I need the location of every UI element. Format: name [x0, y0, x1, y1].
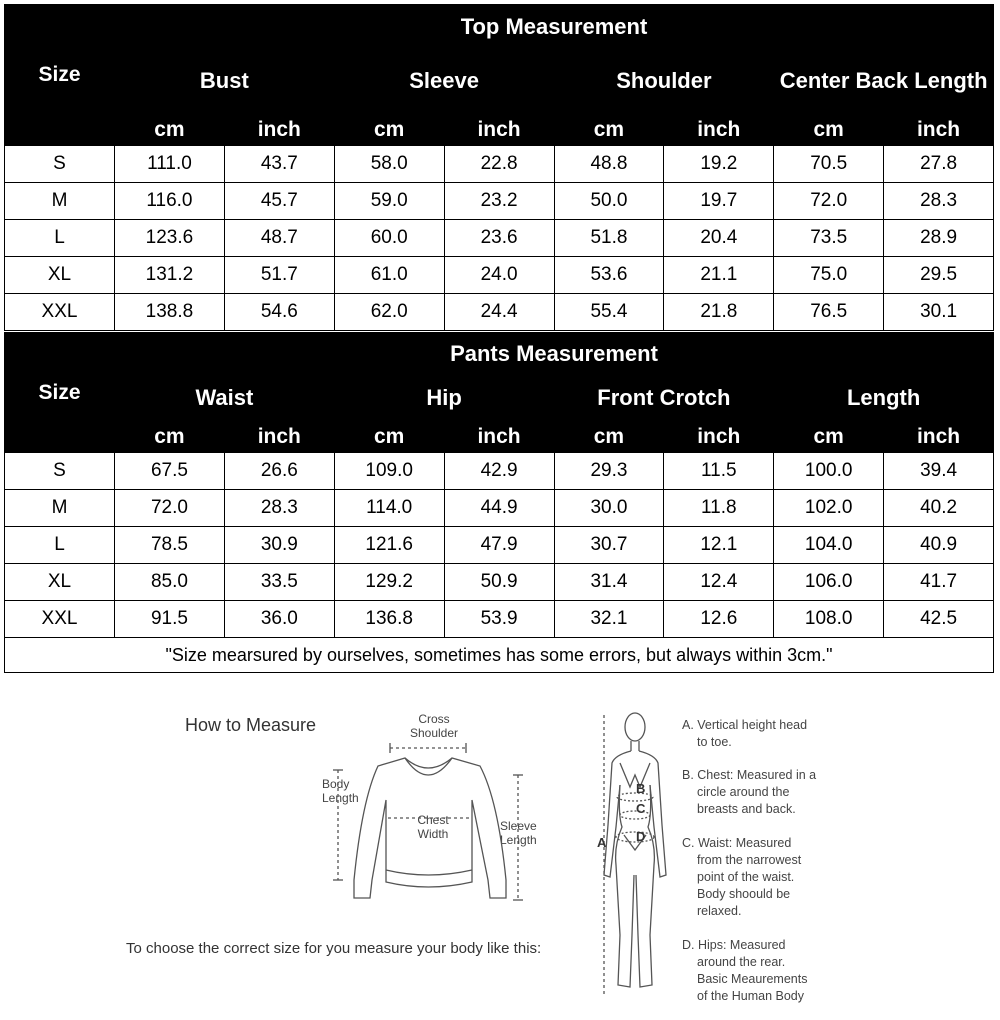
value-cell: 28.3 — [224, 490, 334, 527]
value-cell: 106.0 — [774, 564, 884, 601]
top-measurement-table — [4, 4, 994, 331]
table-row — [5, 601, 994, 638]
sleeve-length-label: Sleeve Length — [500, 819, 537, 847]
unit-header: inch — [664, 421, 774, 453]
value-cell: 91.5 — [115, 601, 225, 638]
value-cell: 33.5 — [224, 564, 334, 601]
value-cell: 40.9 — [884, 527, 994, 564]
size-cell: L — [5, 220, 115, 257]
unit-header: cm — [774, 421, 884, 453]
value-cell: 75.0 — [774, 257, 884, 294]
value-cell: 55.4 — [554, 294, 664, 331]
value-cell: 136.8 — [334, 601, 444, 638]
body-length-label: Body Length — [322, 777, 359, 805]
value-cell: 40.2 — [884, 490, 994, 527]
value-cell: 19.2 — [664, 146, 774, 183]
group-header: Sleeve — [334, 49, 554, 114]
value-cell: 42.5 — [884, 601, 994, 638]
value-cell: 44.9 — [444, 490, 554, 527]
value-cell: 138.8 — [115, 294, 225, 331]
table-row — [5, 453, 994, 490]
value-cell: 29.5 — [884, 257, 994, 294]
value-cell: 30.0 — [554, 490, 664, 527]
size-cell: M — [5, 490, 115, 527]
value-cell: 26.6 — [224, 453, 334, 490]
unit-header: inch — [224, 114, 334, 146]
group-header: Length — [774, 375, 994, 421]
body-note-b: B. Chest: Measured in a circle around the breasts and back. — [682, 768, 817, 816]
value-cell: 121.6 — [334, 527, 444, 564]
unit-header: inch — [444, 114, 554, 146]
body-note-c: C. Waist: Measured from the narrowest point of the waist. Body shoould be relaxed. — [682, 836, 802, 918]
group-header: Waist — [115, 375, 335, 421]
value-cell: 39.4 — [884, 453, 994, 490]
value-cell: 21.8 — [664, 294, 774, 331]
value-cell: 28.3 — [884, 183, 994, 220]
value-cell: 36.0 — [224, 601, 334, 638]
size-column-header: Size — [5, 333, 115, 453]
table-row — [5, 564, 994, 601]
value-cell: 19.7 — [664, 183, 774, 220]
human-body-figure — [590, 705, 680, 1005]
marker-c: C — [636, 801, 646, 816]
value-cell: 27.8 — [884, 146, 994, 183]
value-cell: 60.0 — [334, 220, 444, 257]
cross-shoulder-label: Cross Shoulder — [409, 712, 459, 740]
unit-header: cm — [334, 114, 444, 146]
value-cell: 50.9 — [444, 564, 554, 601]
body-note-a: A. Vertical height head to toe. — [682, 718, 808, 749]
value-cell: 51.8 — [554, 220, 664, 257]
unit-header: cm — [115, 421, 225, 453]
value-cell: 45.7 — [224, 183, 334, 220]
value-cell: 129.2 — [334, 564, 444, 601]
value-cell: 28.9 — [884, 220, 994, 257]
value-cell: 62.0 — [334, 294, 444, 331]
value-cell: 53.9 — [444, 601, 554, 638]
unit-header: cm — [554, 114, 664, 146]
value-cell: 24.0 — [444, 257, 554, 294]
value-cell: 54.6 — [224, 294, 334, 331]
value-cell: 48.8 — [554, 146, 664, 183]
unit-header: cm — [334, 421, 444, 453]
group-header: Hip — [334, 375, 554, 421]
group-header: Center Back Length — [774, 49, 994, 114]
group-header: Shoulder — [554, 49, 774, 114]
marker-b: B — [636, 781, 646, 796]
value-cell: 78.5 — [115, 527, 225, 564]
value-cell: 22.8 — [444, 146, 554, 183]
table-row — [5, 257, 994, 294]
top-measurement-title: Top Measurement — [115, 5, 994, 49]
value-cell: 30.7 — [554, 527, 664, 564]
value-cell: 11.8 — [664, 490, 774, 527]
group-header: Bust — [115, 49, 335, 114]
unit-header: inch — [884, 114, 994, 146]
value-cell: 29.3 — [554, 453, 664, 490]
unit-header: inch — [664, 114, 774, 146]
value-cell: 30.9 — [224, 527, 334, 564]
value-cell: 53.6 — [554, 257, 664, 294]
marker-a: A — [597, 835, 607, 850]
value-cell: 41.7 — [884, 564, 994, 601]
size-column-header: Size — [5, 5, 115, 146]
value-cell: 67.5 — [115, 453, 225, 490]
value-cell: 59.0 — [334, 183, 444, 220]
value-cell: 73.5 — [774, 220, 884, 257]
value-cell: 114.0 — [334, 490, 444, 527]
value-cell: 131.2 — [115, 257, 225, 294]
value-cell: 72.0 — [774, 183, 884, 220]
unit-header: cm — [774, 114, 884, 146]
value-cell: 111.0 — [115, 146, 225, 183]
group-header: Front Crotch — [554, 375, 774, 421]
value-cell: 76.5 — [774, 294, 884, 331]
value-cell: 12.6 — [664, 601, 774, 638]
table-row — [5, 146, 994, 183]
value-cell: 21.1 — [664, 257, 774, 294]
sweater-diagram — [320, 730, 540, 910]
value-cell: 85.0 — [115, 564, 225, 601]
value-cell: 70.5 — [774, 146, 884, 183]
value-cell: 12.1 — [664, 527, 774, 564]
unit-header: inch — [444, 421, 554, 453]
table-row — [5, 183, 994, 220]
value-cell: 50.0 — [554, 183, 664, 220]
value-cell: 109.0 — [334, 453, 444, 490]
value-cell: 51.7 — [224, 257, 334, 294]
value-cell: 11.5 — [664, 453, 774, 490]
marker-d: D — [636, 829, 646, 844]
value-cell: 108.0 — [774, 601, 884, 638]
unit-header: cm — [115, 114, 225, 146]
value-cell: 30.1 — [884, 294, 994, 331]
value-cell: 123.6 — [115, 220, 225, 257]
unit-header: inch — [224, 421, 334, 453]
size-cell: XXL — [5, 294, 115, 331]
table-row — [5, 294, 994, 331]
chest-width-label: Chest Width — [417, 813, 449, 841]
value-cell: 58.0 — [334, 146, 444, 183]
value-cell: 43.7 — [224, 146, 334, 183]
value-cell: 23.2 — [444, 183, 554, 220]
table-row — [5, 527, 994, 564]
value-cell: 42.9 — [444, 453, 554, 490]
table-row — [5, 220, 994, 257]
unit-header: cm — [554, 421, 664, 453]
value-cell: 23.6 — [444, 220, 554, 257]
value-cell: 12.4 — [664, 564, 774, 601]
body-note-d: D. Hips: Measured around the rear. Basic Meaurements of the Human Body — [682, 938, 808, 1003]
value-cell: 24.4 — [444, 294, 554, 331]
value-cell: 100.0 — [774, 453, 884, 490]
table-row — [5, 490, 994, 527]
value-cell: 61.0 — [334, 257, 444, 294]
value-cell: 31.4 — [554, 564, 664, 601]
value-cell: 116.0 — [115, 183, 225, 220]
measurement-note: "Size mearsured by ourselves, sometimes has some errors, but always within 3cm." — [5, 638, 994, 673]
value-cell: 72.0 — [115, 490, 225, 527]
size-cell: M — [5, 183, 115, 220]
how-to-measure-title: How to Measure — [185, 715, 317, 735]
value-cell: 47.9 — [444, 527, 554, 564]
value-cell: 102.0 — [774, 490, 884, 527]
unit-header: inch — [884, 421, 994, 453]
size-cell: XXL — [5, 601, 115, 638]
size-cell: S — [5, 453, 115, 490]
value-cell: 48.7 — [224, 220, 334, 257]
pants-measurement-table — [4, 332, 994, 673]
size-cell: L — [5, 527, 115, 564]
value-cell: 104.0 — [774, 527, 884, 564]
size-cell: S — [5, 146, 115, 183]
value-cell: 20.4 — [664, 220, 774, 257]
size-cell: XL — [5, 564, 115, 601]
size-cell: XL — [5, 257, 115, 294]
measure-instruction: To choose the correct size for you measure your body like this: — [126, 940, 542, 957]
pants-measurement-title: Pants Measurement — [115, 333, 994, 375]
value-cell: 32.1 — [554, 601, 664, 638]
